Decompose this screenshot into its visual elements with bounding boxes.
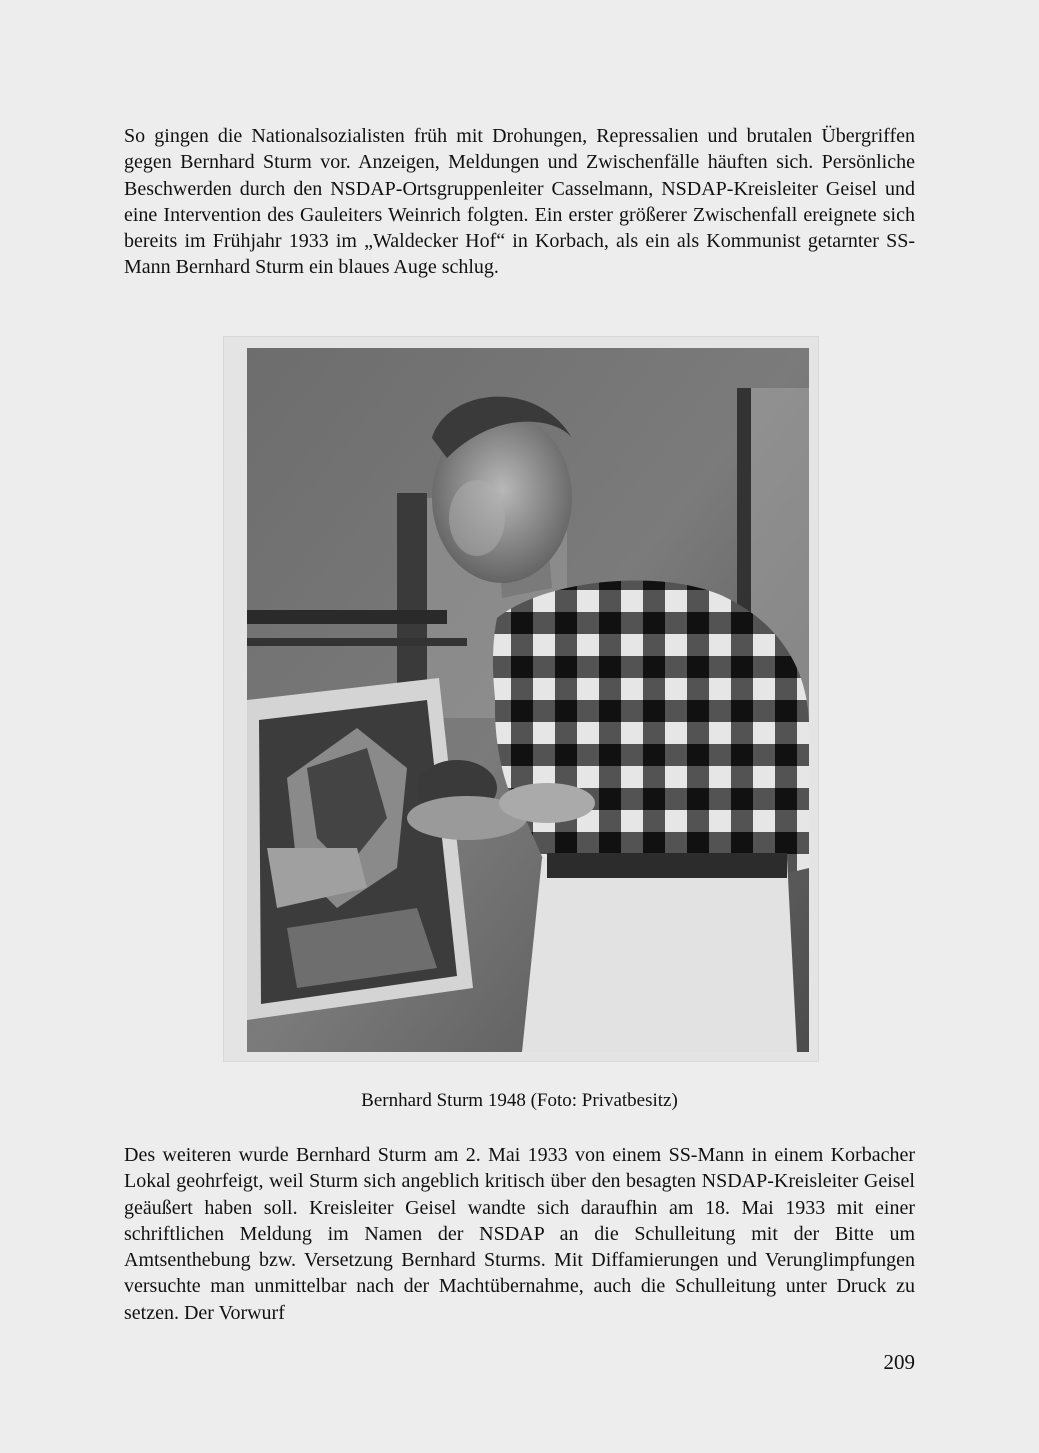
page-number: 209	[883, 1350, 915, 1374]
photo-caption: Bernhard Sturm 1948 (Foto: Privatbesitz)	[361, 1090, 678, 1111]
body-paragraph: Des weiteren wurde Bernhard Sturm am 2. Mai 1933 von einem SS-Mann in einem Korbacher Lokal geohrfeigt, weil Sturm sich angeblich kritisch über den besagten NSDAP-Kreisleiter Geisel geäußert haben soll. Kreisleiter Geisel wandte sich daraufhin am 18. Mai 1933 mit einer schriftlichen Meldung im Namen der NSDAP an die Schulleitung mit der Bitte um Amtsenthebung bzw. Versetzung Bernhard Sturms. Mit Diffamierungen und Verunglimpfungen versuchte man unmittelbar nach der Machtübernahme, auch die Schulleitung unter Druck zu setzen. Der Vorwurf	[124, 1144, 915, 1324]
body-paragraph: So gingen die Nationalsozialisten früh mit Drohungen, Repressalien und brutalen Übergriffen gegen Bernhard Sturm vor. Anzeigen, Meldungen und Zwischenfälle häuften sich. Persönliche Beschwerden durch den NSDAP-Ortsgruppenleiter Casselmann, NSDAP-Kreisleiter Geisel und eine Intervention des Gauleiters Weinrich folgten. Ein erster größerer Zwischenfall ereignete sich bereits im Frühjahr 1933 im „Waldecker Hof“ in Korbach, als ein als Kommunist getarnter SS-Mann Bernhard Sturm ein blaues Auge schlug.	[124, 125, 915, 279]
portrait-photo	[247, 348, 809, 1052]
